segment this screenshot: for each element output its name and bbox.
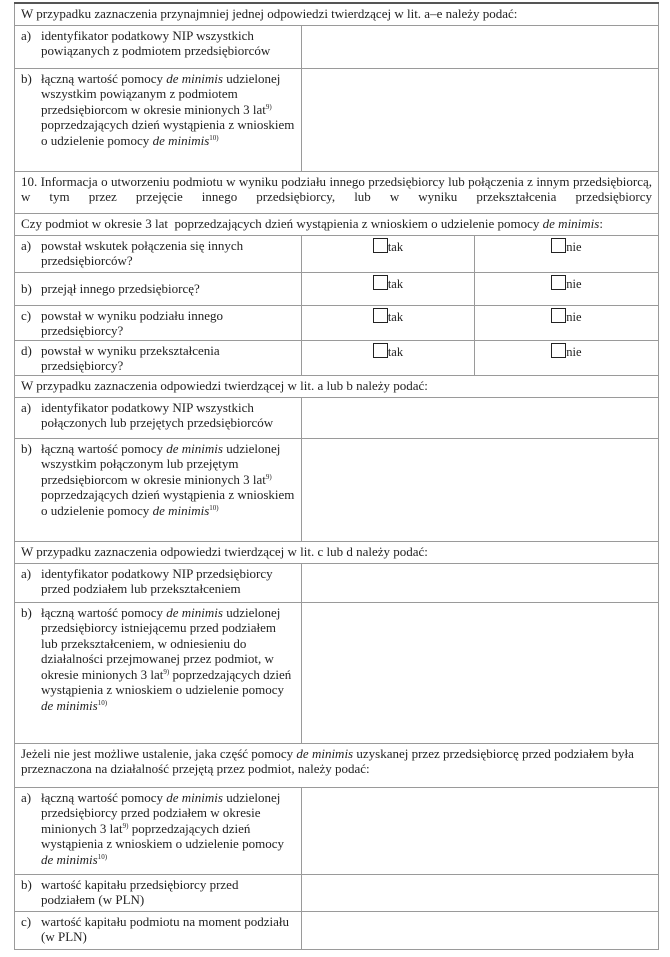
item-text: identyfikator podatkowy NIP wszystkich powiązanych z podmiotem przedsiębiorców [41, 27, 271, 58]
yes-label: tak [387, 309, 404, 324]
item-text: powstał w wyniku podziału innego przedsiębiorcy? [41, 307, 223, 338]
item-letter: b) [21, 440, 32, 456]
yes-option[interactable] [302, 272, 475, 305]
item-italic: de minimis [166, 789, 223, 805]
row-label [15, 272, 302, 305]
capital-at-split-input[interactable] [302, 911, 659, 949]
item-letter: d) [21, 342, 32, 358]
footnote-ref: 9) [122, 821, 129, 830]
item-text: łączną wartość pomocy [41, 70, 164, 86]
header-text: uzyskanej przez przedsiębiorcę przed podziałem była przeznaczona na działalność przejętą przez podmiot, należy podać: [21, 745, 634, 776]
row-label [15, 911, 302, 949]
item-letter: b) [21, 281, 32, 297]
item-italic: de minimis [152, 502, 210, 518]
footnote-ref: 10) [97, 852, 108, 861]
no-label: nie [566, 239, 582, 254]
section-header-merged: W przypadku zaznaczenia odpowiedzi twierdzącej w lit. a lub b należy podać: [15, 375, 659, 397]
item-text: wartość kapitału przedsiębiorcy przed podziałem (w PLN) [41, 876, 239, 907]
question-row-c [15, 305, 659, 340]
item-text: łączną wartość pomocy [41, 440, 164, 456]
item-text: poprzedzających dzień wystąpienia z wnioskiem o udzielenie pomocy [41, 117, 295, 148]
item-text: poprzedzających dzień wystąpienia z wnioskiem o udzielenie pomocy [41, 666, 292, 697]
item-text: wartość kapitału podmiotu na moment podziału (w PLN) [41, 913, 290, 944]
item-italic: de minimis [166, 70, 223, 86]
yes-option[interactable] [302, 235, 475, 272]
row-label [15, 438, 302, 541]
question-colon: : [599, 215, 603, 231]
aid-value-predecessor-input[interactable] [302, 602, 659, 743]
aid-value-before-split-input[interactable] [302, 787, 659, 874]
row-label [15, 563, 302, 602]
footnote-ref: 9) [265, 102, 272, 111]
section-header-undetermined [15, 743, 659, 787]
yes-option[interactable] [302, 340, 475, 375]
section-10-title-text: 10. Informacja o utworzeniu podmiotu w wyniku podziału innego przedsiębiorcy lub połączenia z innym przedsiębiorcą, w tym przez przejęcie innego przedsiębiorcy, lub w wyniku przekształcenia przedsiębiorcy [21, 173, 652, 204]
item-letter: b) [21, 876, 32, 892]
item-text: poprzedzających dzień wystąpienia z wnioskiem o udzielenie pomocy [41, 487, 295, 518]
item-letter: b) [21, 70, 32, 86]
yes-checkbox[interactable] [373, 308, 388, 323]
row-label [15, 340, 302, 375]
item-text: łączną wartość pomocy [41, 604, 164, 620]
yes-checkbox[interactable] [373, 275, 388, 290]
footnote-ref: 10) [209, 133, 219, 142]
item-text: powstał w wyniku przekształcenia przedsiębiorcy? [41, 342, 220, 373]
row-label [15, 397, 302, 438]
row-label [15, 602, 302, 743]
footnote-ref: 10) [97, 698, 108, 707]
header-text: Jeżeli nie jest możliwe ustalenie, jaka część pomocy [21, 745, 294, 761]
item-text: udzielonej przedsiębiorcy przed podziałem w okresie minionych 3 lat [41, 789, 281, 836]
row-label [15, 235, 302, 272]
aid-value-merged-input[interactable] [302, 438, 659, 541]
item-italic: de minimis [166, 440, 223, 456]
header-italic: de minimis [296, 745, 354, 761]
capital-before-split-input[interactable] [302, 874, 659, 911]
section-header-split: W przypadku zaznaczenia odpowiedzi twierdzącej w lit. c lub d należy podać: [15, 541, 659, 563]
yes-option[interactable] [302, 305, 475, 340]
item-text: udzielonej wszystkim powiązanym z podmiotem przedsiębiorcom w okresie minionych 3 lat [41, 70, 281, 117]
item-letter: a) [21, 789, 32, 805]
no-label: nie [566, 276, 582, 291]
item-italic: de minimis [152, 132, 210, 148]
item-text: łączną wartość pomocy [41, 789, 164, 805]
item-text: powstał wskutek połączenia się innych przedsiębiorców? [41, 237, 244, 268]
question-row-d [15, 340, 659, 375]
item-text: poprzedzających dzień wystąpienia z wnioskiem o udzielenie pomocy [41, 820, 284, 851]
nip-predecessor-input[interactable] [302, 563, 659, 602]
de-minimis-form-table [14, 2, 659, 950]
footnote-ref: 9) [163, 667, 170, 676]
item-italic: de minimis [41, 851, 98, 867]
item-letter: c) [21, 307, 32, 323]
item-italic: de minimis [166, 604, 223, 620]
no-checkbox[interactable] [551, 275, 566, 290]
no-option[interactable] [474, 305, 658, 340]
row-label [15, 787, 302, 874]
section-10-question [15, 213, 659, 235]
item-text: identyfikator podatkowy NIP wszystkich połączonych lub przejętych przedsiębiorców [41, 399, 274, 430]
no-checkbox[interactable] [551, 238, 566, 253]
item-text: udzielonej przedsiębiorcy istniejącemu przed podziałem lub przekształceniem, w odniesieniu do działalności przejmowanej przez podmiot, w okresie minionych 3 lat [41, 604, 281, 682]
yes-label: tak [387, 276, 404, 291]
yes-label: tak [387, 344, 404, 359]
no-option[interactable] [474, 235, 658, 272]
item-letter: a) [21, 565, 32, 581]
item-letter: a) [21, 27, 32, 43]
no-option[interactable] [474, 340, 658, 375]
yes-label: tak [387, 239, 404, 254]
no-option[interactable] [474, 272, 658, 305]
aid-value-related-input[interactable] [302, 68, 659, 171]
section-10-title [15, 171, 659, 213]
no-checkbox[interactable] [551, 343, 566, 358]
footnote-ref: 10) [209, 503, 219, 512]
item-letter: a) [21, 237, 32, 253]
yes-checkbox[interactable] [373, 343, 388, 358]
question-text: Czy podmiot w okresie 3 lat poprzedzających dzień wystąpienia z wnioskiem o udzielenie pomocy [21, 215, 540, 231]
item-text: identyfikator podatkowy NIP przedsiębiorcy przed podziałem lub przekształceniem [41, 565, 273, 596]
nip-related-input[interactable] [302, 25, 659, 68]
question-row-b [15, 272, 659, 305]
no-checkbox[interactable] [551, 308, 566, 323]
no-label: nie [566, 344, 582, 359]
row-label [15, 68, 302, 171]
yes-checkbox[interactable] [373, 238, 388, 253]
footnote-ref: 9) [265, 472, 272, 481]
item-letter: c) [21, 913, 32, 929]
nip-merged-input[interactable] [302, 397, 659, 438]
item-letter: a) [21, 399, 32, 415]
question-italic: de minimis [542, 215, 600, 231]
question-row-a [15, 235, 659, 272]
row-label [15, 305, 302, 340]
item-text: udzielonej wszystkim połączonym lub przejętym przedsiębiorcom w okresie minionych 3 lat [41, 440, 281, 487]
item-text: przejął innego przedsiębiorcę? [41, 281, 200, 297]
row-label [15, 874, 302, 911]
section-header-related: W przypadku zaznaczenia przynajmniej jednej odpowiedzi twierdzącej w lit. a–e należy podać: [15, 3, 659, 25]
item-letter: b) [21, 604, 32, 620]
item-italic: de minimis [41, 697, 98, 713]
no-label: nie [566, 309, 582, 324]
row-label [15, 25, 302, 68]
